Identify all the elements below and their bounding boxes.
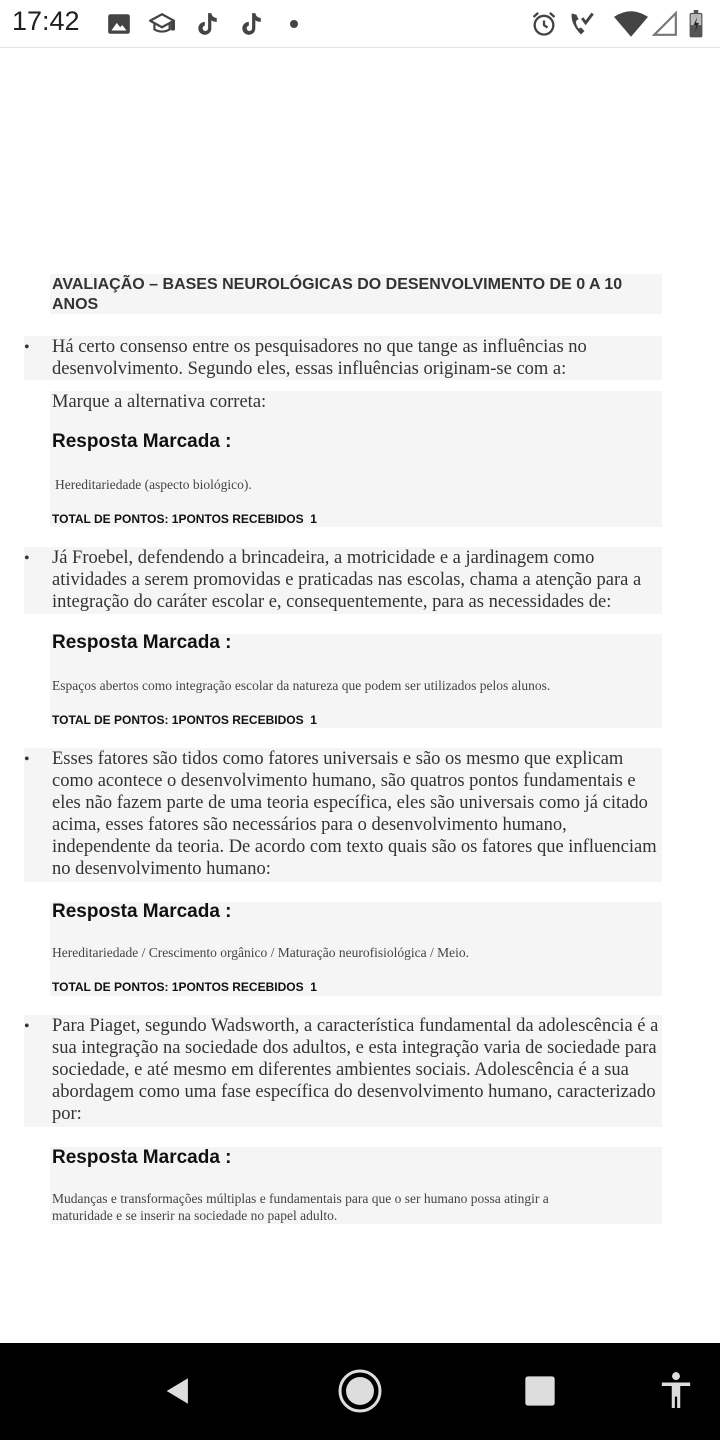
question-text: Já Froebel, defendendo a brincadeira, a motricidade e a jardinagem como atividades a serem promovidas e praticadas nas escolas, chama a atenção para a integração do caráter escolar e, consequentemente, para as necessidades de: [52, 548, 642, 612]
wifi-calling-icon [567, 10, 595, 38]
battery-icon [688, 10, 704, 38]
marked-answer: Hereditariedade (aspecto biológico). [55, 477, 252, 492]
status-time: 17:42 [12, 6, 80, 36]
tiktok-icon [238, 10, 264, 38]
response-label: Resposta Marcada : [52, 901, 232, 922]
score-total: TOTAL DE PONTOS: 1PONTOS RECEBIDOS 1 [52, 713, 317, 727]
school-cap-icon [148, 10, 176, 38]
question-text: Esses fatores são tidos como fatores universais e são os mesmo que explicam como acontece o desenvolvimento humano, são quatros pontos fundamentais e eles não fazem parte de uma teoria específica, eles são universais como já citado acima, esses fatores são necessários para o desenvolvimento humano, independente da teoria. De acordo com texto quais são os fatores que influenciam no desenvolvimento humano: [52, 749, 657, 879]
instruction-text: Marque a alternativa correta: [52, 392, 267, 412]
alarm-icon [530, 10, 558, 38]
marked-answer: Espaços abertos como integração escolar da natureza que podem ser utilizados pelos alunos. [52, 678, 551, 693]
response-label: Resposta Marcada : [52, 632, 232, 653]
recents-icon[interactable] [512, 1363, 568, 1419]
question-text: Para Piaget, segundo Wadsworth, a característica fundamental da adolescência é a sua integração na sociedade dos adultos, e esta integração varia de sociedade para sociedade, e até mesmo em diferentes ambientes sociais. Adolescência é a sua abordagem como uma fase específica do desenvolvimento humano, caracterizado por: [52, 1016, 659, 1124]
dot-icon [289, 10, 299, 38]
list-bullet: • [24, 1018, 30, 1035]
wifi-icon [614, 10, 648, 38]
marked-answer: Mudanças e transformações múltiplas e fundamentais para que o ser humano possa atingir a maturidade e se inserir na sociedade no papel adulto. [52, 1191, 549, 1223]
response-label: Resposta Marcada : [52, 1147, 232, 1168]
page-title: AVALIAÇÃO – BASES NEUROLÓGICAS DO DESENVOLVIMENTO DE 0 A 10 ANOS [52, 276, 623, 313]
response-label: Resposta Marcada : [52, 431, 232, 452]
back-icon[interactable] [150, 1363, 206, 1419]
quiz-page [0, 49, 720, 1343]
question-text: Há certo consenso entre os pesquisadores no que tange as influências no desenvolvimento. Segundo eles, essas influências originam-se com a: [52, 337, 587, 379]
signal-icon [652, 10, 678, 38]
home-icon[interactable] [332, 1363, 388, 1419]
list-bullet: • [24, 339, 30, 356]
image-icon [106, 10, 132, 38]
tiktok-icon [194, 10, 220, 38]
navigation-bar [0, 1343, 720, 1440]
accessibility-icon[interactable] [648, 1363, 704, 1419]
score-total: TOTAL DE PONTOS: 1PONTOS RECEBIDOS 1 [52, 980, 317, 994]
list-bullet: • [24, 751, 30, 768]
score-total: TOTAL DE PONTOS: 1PONTOS RECEBIDOS 1 [52, 512, 317, 526]
list-bullet: • [24, 550, 30, 567]
marked-answer: Hereditariedade / Crescimento orgânico / Maturação neurofisiológica / Meio. [52, 945, 469, 960]
status-bar [0, 0, 720, 48]
